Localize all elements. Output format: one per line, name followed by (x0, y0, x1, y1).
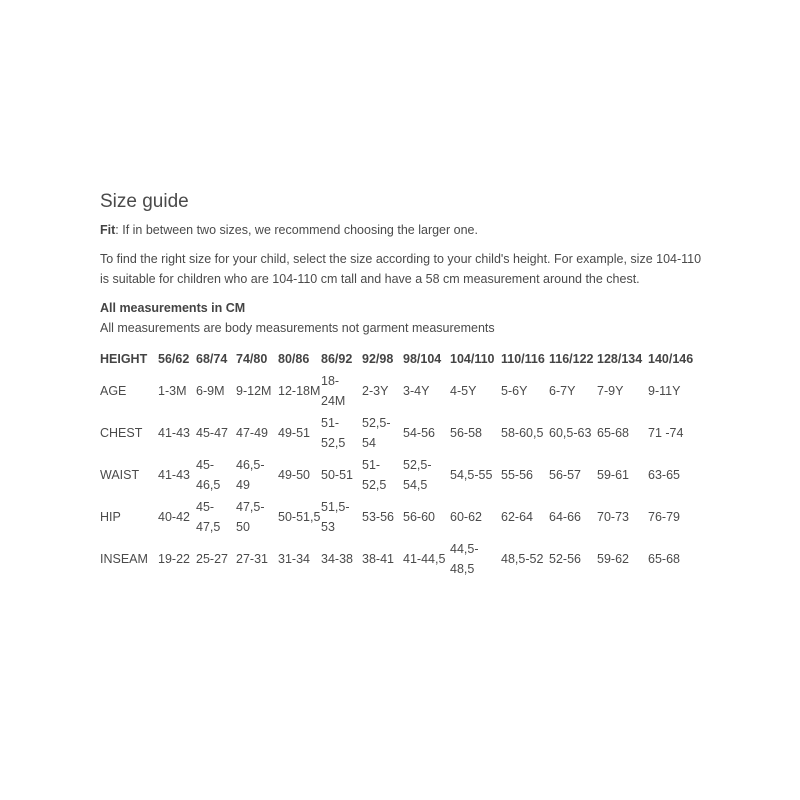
table-cell: 56-60 (403, 510, 435, 524)
table-cell: 53-56 (362, 510, 394, 524)
page-title: Size guide (100, 191, 189, 212)
header-cell: 68/74 (196, 352, 228, 366)
table-cell: 76-79 (648, 510, 680, 524)
table-cell: 52-56 (549, 552, 581, 566)
table-cell: 25-27 (196, 552, 228, 566)
row-label: AGE (100, 384, 127, 398)
unit-note: All measurements are body measurements not garment measurements (100, 321, 495, 335)
table-cell: 49-50 (278, 468, 310, 482)
size-guide (100, 190, 705, 580)
table-cell: 55-56 (501, 468, 533, 482)
table-cell: 51-52,5 (362, 458, 387, 492)
table-row (100, 454, 703, 496)
table-cell: 70-73 (597, 510, 629, 524)
table-row (100, 370, 703, 412)
table-cell: 12-18M (278, 384, 321, 398)
table-cell: 27-31 (236, 552, 268, 566)
table-cell: 51,5-53 (321, 500, 350, 534)
header-cell: 86/92 (321, 352, 353, 366)
table-cell: 38-41 (362, 552, 394, 566)
unit-title: All measurements in CM (100, 301, 246, 315)
table-row (100, 496, 703, 538)
table-cell: 65-68 (597, 426, 629, 440)
table-cell: 48,5-52 (501, 552, 544, 566)
row-label: HIP (100, 510, 121, 524)
table-row (100, 412, 703, 454)
table-cell: 54,5-55 (450, 468, 493, 482)
table-cell: 59-62 (597, 552, 629, 566)
table-cell: 45-46,5 (196, 458, 221, 492)
fit-text: : If in between two sizes, we recommend choosing the larger one. (115, 223, 478, 237)
table-cell: 51-52,5 (321, 416, 346, 450)
intro-text: To find the right size for your child, select the size according to your child's height. For example, size 104-110 is suitable for children who are 104-110 cm tall and have a 58 cm measurement around the chest. (100, 252, 702, 286)
table-cell: 63-65 (648, 468, 680, 482)
fit-label: Fit (100, 223, 116, 237)
table-cell: 58-60,5 (501, 426, 544, 440)
table-cell: 41-43 (158, 426, 190, 440)
table-cell: 4-5Y (450, 384, 477, 398)
table-cell: 6-7Y (549, 384, 576, 398)
table-cell: 9-11Y (648, 384, 681, 398)
table-cell: 54-56 (403, 426, 435, 440)
table-cell: 5-6Y (501, 384, 528, 398)
table-cell: 56-58 (450, 426, 482, 440)
table-cell: 45-47 (196, 426, 228, 440)
header-cell: 140/146 (648, 352, 694, 366)
table-cell: 60-62 (450, 510, 482, 524)
table-cell: 50-51,5 (278, 510, 321, 524)
size-table (100, 348, 703, 580)
table-cell: 50-51 (321, 468, 353, 482)
table-header-row (100, 348, 703, 370)
row-label: INSEAM (100, 552, 148, 566)
table-cell: 64-66 (549, 510, 581, 524)
fit-note (100, 220, 705, 240)
table-cell: 31-34 (278, 552, 310, 566)
table-cell: 52,5-54,5 (403, 458, 432, 492)
header-cell: 92/98 (362, 352, 394, 366)
table-cell: 52,5-54 (362, 416, 391, 450)
header-cell: 80/86 (278, 352, 310, 366)
table-cell: 47,5-50 (236, 500, 265, 534)
table-row (100, 538, 703, 580)
table-cell: 49-51 (278, 426, 310, 440)
table-cell: 71 -74 (648, 426, 684, 440)
table-cell: 62-64 (501, 510, 533, 524)
table-cell: 34-38 (321, 552, 353, 566)
table-cell: 47-49 (236, 426, 268, 440)
table-cell: 41-44,5 (403, 552, 446, 566)
table-cell: 56-57 (549, 468, 581, 482)
header-cell: 56/62 (158, 352, 190, 366)
table-cell: 65-68 (648, 552, 680, 566)
table-cell: 7-9Y (597, 384, 624, 398)
header-cell: 116/122 (549, 352, 594, 366)
table-cell: 6-9M (196, 384, 225, 398)
table-cell: 9-12M (236, 384, 272, 398)
row-label: WAIST (100, 468, 140, 482)
table-cell: 3-4Y (403, 384, 430, 398)
header-cell: 104/110 (450, 352, 495, 366)
header-cell: 128/134 (597, 352, 643, 366)
table-cell: 18-24M (321, 374, 346, 408)
table-cell: 59-61 (597, 468, 629, 482)
table-cell: 46,5-49 (236, 458, 265, 492)
table-cell: 60,5-63 (549, 426, 592, 440)
table-cell: 1-3M (158, 384, 187, 398)
table-cell: 19-22 (158, 552, 190, 566)
header-cell: 98/104 (403, 352, 442, 366)
table-cell: 41-43 (158, 468, 190, 482)
row-label: CHEST (100, 426, 143, 440)
header-cell: 110/116 (501, 352, 545, 366)
table-cell: 2-3Y (362, 384, 389, 398)
table-cell: 44,5-48,5 (450, 542, 479, 576)
header-cell: HEIGHT (100, 352, 148, 366)
header-cell: 74/80 (236, 352, 268, 366)
table-cell: 45-47,5 (196, 500, 221, 534)
table-cell: 40-42 (158, 510, 190, 524)
